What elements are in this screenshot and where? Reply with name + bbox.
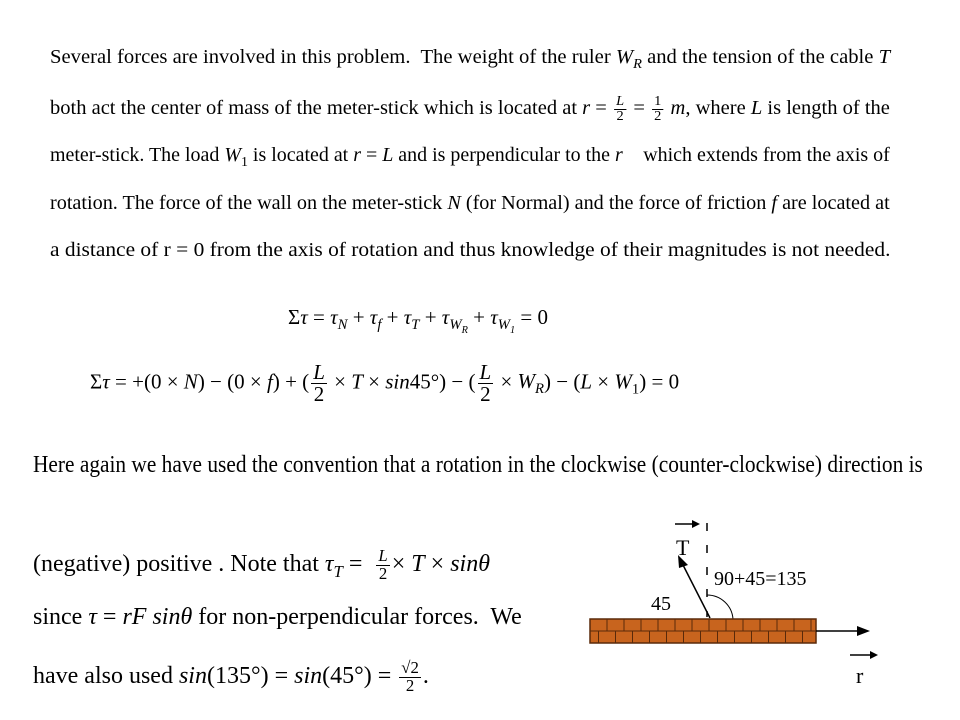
r-label: r	[856, 663, 864, 688]
convention-line-1: Here again we have used the convention that a rotation in the clockwise (counter-clockwise) direction is	[33, 452, 923, 478]
paragraph-line-4: rotation. The force of the wall on the meter-stick N (for Normal) and the force of friction f are located at	[50, 192, 890, 214]
torque-sum-equation: $\Sigma\tau = \tau_N + \tau_f + \tau_T + \tau_{W_R} + \tau_{W_1} = 0$	[288, 305, 548, 337]
r-vector-arrow-icon	[850, 651, 878, 659]
convention-line-4: have also used sin(135°) = sin(45°) = $\frac{√2}{2}$ .	[33, 658, 429, 695]
meter-stick	[590, 619, 816, 643]
r-direction-arrow	[816, 626, 870, 636]
angle-arc	[707, 595, 733, 619]
tension-vector-arrow-icon	[675, 520, 700, 528]
tension-arrow	[678, 555, 710, 618]
angle-45-label: 45	[651, 593, 671, 615]
paragraph-line-3: meter-stick. The load $W_1$ is located at r = L and is perpendicular to the r⃗ which extends from the axis of	[50, 144, 890, 170]
paragraph-line-1: Several forces are involved in this problem. The weight of the ruler $W_R$ and the tension of the cable T	[50, 46, 891, 72]
force-diagram	[580, 515, 900, 690]
torque-expanded-equation: Στ = +(0 × N) − (0 × f) + ( $\frac{L}{2}$ × T × sin45°) − ( $\frac{L}{2}$ × $W_R) - (L \times W_1) = 0$	[90, 360, 680, 406]
paragraph-line-5: a distance of r = 0 from the axis of rotation and thus knowledge of their magnitudes is not needed.	[50, 239, 891, 261]
angle-135-label: 90+45=135	[714, 568, 807, 590]
convention-line-2: (negative) positive . Note that $\tau_T$ = $\frac{L}{2}$ × T × sinθ	[33, 546, 490, 583]
paragraph-line-2: both act the center of mass of the meter-stick which is located at r = $\frac{L}{2}$ = $\frac{1}{2}$ m, where L is length of the	[50, 94, 890, 124]
convention-line-3: since τ = rF sinθ for non-perpendicular forces. We	[33, 604, 522, 630]
tension-label: T	[676, 535, 690, 560]
